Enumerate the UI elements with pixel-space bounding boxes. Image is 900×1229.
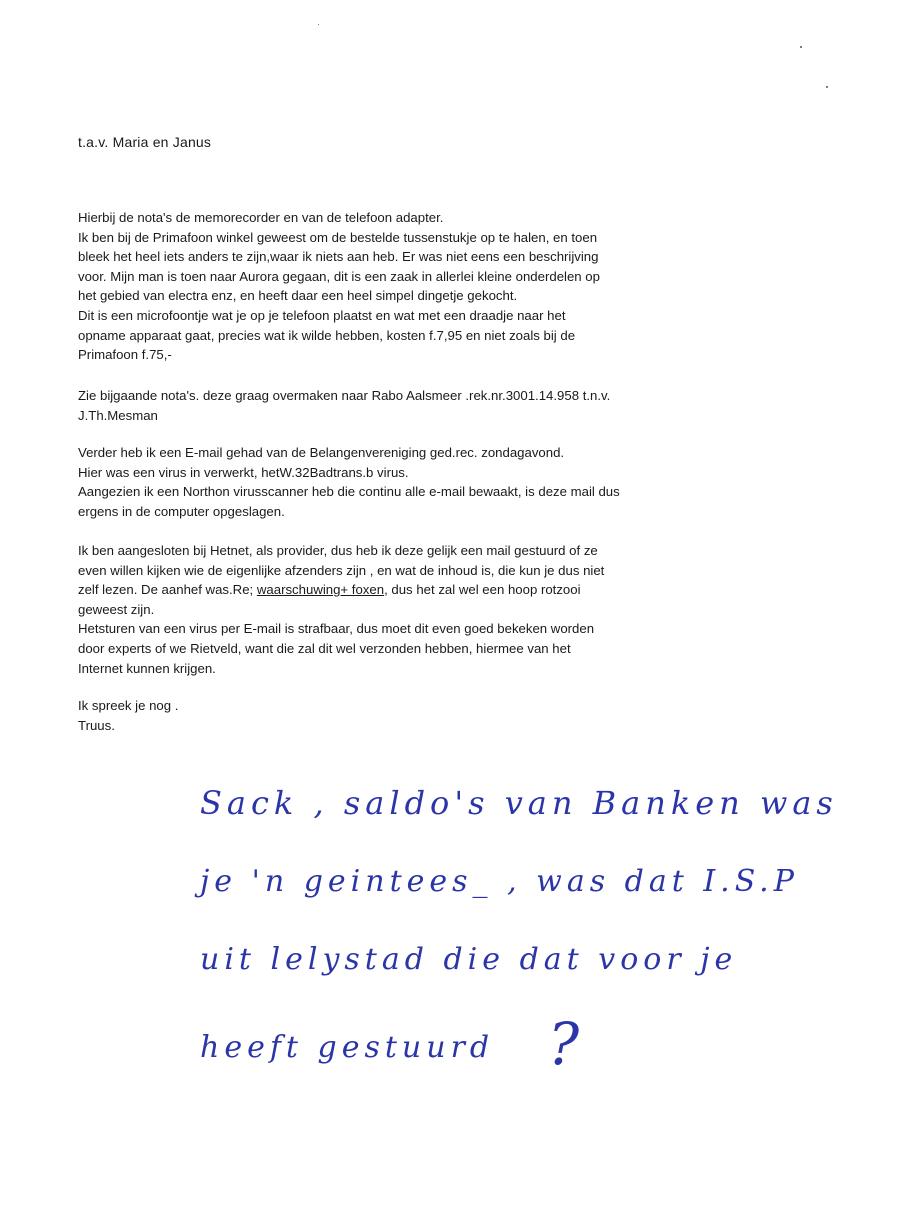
text-line-with-subject bbox=[78, 580, 778, 600]
paragraph-provider bbox=[78, 541, 778, 678]
paragraph-virus-email bbox=[78, 443, 778, 521]
handwritten-note-line: uit lelystad die dat voor je bbox=[200, 942, 738, 977]
email-subject-underlined: waarschuwing+ foxen bbox=[256, 582, 385, 598]
text-line: Hier was een virus in verwerkt, hetW.32Badtrans.b virus. bbox=[78, 464, 409, 480]
paragraph-payment bbox=[78, 386, 778, 425]
addressee-line: t.a.v. Maria en Janus bbox=[78, 134, 212, 150]
text-line: Verder heb ik een E-mail gehad van de Belangenvereniging ged.rec. zondagavond. bbox=[78, 445, 565, 460]
paragraph-nota-recorder bbox=[78, 208, 778, 365]
handwritten-note-line: je 'n geintees_ , was dat I.S.P bbox=[200, 864, 799, 899]
text-line: even willen kijken wie de eigenlijke afzenders zijn , en wat de inhoud is, die kun je dus niet bbox=[78, 562, 605, 578]
text-line: door experts of we Rietveld, want die zal dit wel verzonden hebben, hiermee van het bbox=[78, 640, 571, 656]
text-line: geweest zijn. bbox=[78, 601, 155, 617]
text-line: Ik ben aangesloten bij Hetnet, als provider, dus heb ik deze gelijk een mail gestuurd of ze bbox=[78, 543, 598, 558]
handwritten-note-line: Sack , saldo's van Banken was bbox=[200, 784, 838, 822]
closing-line: Ik spreek je nog . bbox=[78, 698, 179, 713]
text-line: voor. Mijn man is toen naar Aurora gegaan, dit is een zaak in allerlei kleine onderdelen op bbox=[78, 268, 600, 284]
text-line: Dit is een microfoontje wat je op je telefoon plaatst en wat met een draadje naar het bbox=[78, 307, 566, 323]
text-line: J.Th.Mesman bbox=[78, 407, 158, 423]
text-line: Ik ben bij de Primafoon winkel geweest om de bestelde tussenstukje op te halen, en toen bbox=[78, 229, 598, 245]
text-line: het gebied van electra enz, en heeft daar een heel simpel dingetje gekocht. bbox=[78, 288, 518, 304]
text-segment: , dus het zal wel een hoop rotzooi bbox=[384, 582, 581, 598]
text-line: Primafoon f.75,- bbox=[78, 347, 172, 363]
scan-speck bbox=[826, 86, 828, 88]
text-line: opname apparaat gaat, precies wat ik wilde hebben, kosten f.7,95 en niet zoals bij de bbox=[78, 327, 576, 343]
text-line: bleek het heel iets anders te zijn,waar ik niets aan heb. Er was niet eens een beschrijving bbox=[78, 249, 599, 265]
text-line: Hierbij de nota's de memorecorder en van de telefoon adapter. bbox=[78, 210, 444, 225]
text-line: Zie bijgaande nota's. deze graag overmaken naar Rabo Aalsmeer .rek.nr.3001.14.958 t.n.v. bbox=[78, 388, 611, 403]
scan-speck bbox=[800, 46, 802, 48]
closing-signature bbox=[78, 696, 778, 735]
text-line: ergens in de computer opgeslagen. bbox=[78, 503, 285, 519]
text-line: Hetsturen van een virus per E-mail is strafbaar, dus moet dit even goed bekeken worden bbox=[78, 621, 595, 637]
text-segment: zelf lezen. De aanhef was.Re; bbox=[78, 582, 257, 598]
signature-name: Truus. bbox=[78, 717, 115, 733]
handwritten-note-line: heeft gestuurd bbox=[200, 1030, 495, 1065]
text-line: Internet kunnen krijgen. bbox=[78, 660, 216, 676]
text-line: Aangezien ik een Northon virusscanner heb die continu alle e-mail bewaakt, is deze mail dus bbox=[78, 484, 620, 500]
scan-speck bbox=[318, 24, 319, 25]
handwritten-question-mark: ? bbox=[548, 1010, 580, 1078]
